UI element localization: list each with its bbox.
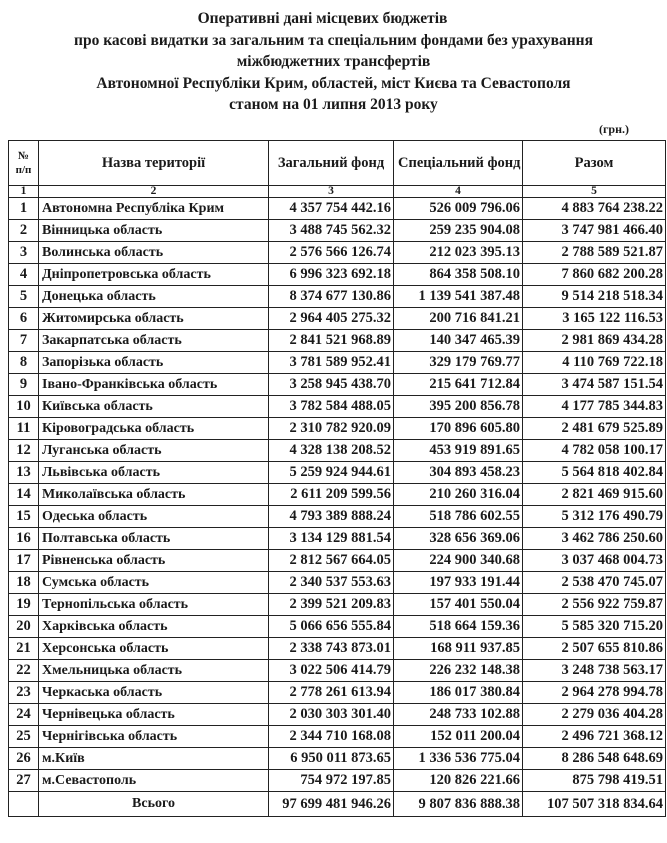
row-number: 15: [9, 506, 39, 528]
row-number: 17: [9, 550, 39, 572]
table-row: [9, 462, 666, 484]
row-number: 13: [9, 462, 39, 484]
table-row: [9, 440, 666, 462]
total-value: 9 514 218 518.34: [523, 286, 666, 308]
row-number: 7: [9, 330, 39, 352]
territory-name: Черкаська область: [39, 682, 269, 704]
territory-name: Волинська область: [39, 242, 269, 264]
currency-unit: (грн.): [598, 122, 629, 136]
row-number: 16: [9, 528, 39, 550]
total-value: 2 496 721 368.12: [523, 726, 666, 748]
territory-name: Одеська область: [39, 506, 269, 528]
total-value: 2 538 470 745.07: [523, 572, 666, 594]
header-special-fund: Спеціальний фонд: [394, 141, 523, 186]
general-fund-value: 3 022 506 414.79: [269, 660, 394, 682]
general-fund-value: 5 066 656 555.84: [269, 616, 394, 638]
general-fund-value: 754 972 197.85: [269, 770, 394, 792]
header-number-sign: №: [17, 150, 30, 162]
general-fund-value: 3 258 945 438.70: [269, 374, 394, 396]
total-sum: 107 507 318 834.64: [523, 792, 666, 817]
table-row: [9, 506, 666, 528]
row-number: 12: [9, 440, 39, 462]
territory-name: Полтавська область: [39, 528, 269, 550]
general-fund-value: 8 374 677 130.86: [269, 286, 394, 308]
territory-name: Донецька область: [39, 286, 269, 308]
special-fund-value: 518 786 602.55: [394, 506, 523, 528]
general-fund-value: 4 793 389 888.24: [269, 506, 394, 528]
territory-name: Дніпропетровська область: [39, 264, 269, 286]
territory-name: Миколаївська область: [39, 484, 269, 506]
special-fund-value: 157 401 550.04: [394, 594, 523, 616]
territory-name: Сумська область: [39, 572, 269, 594]
header-general-fund: Загальний фонд: [269, 141, 394, 186]
total-label: Всього: [39, 792, 269, 817]
general-fund-value: 2 030 303 301.40: [269, 704, 394, 726]
column-index: 2: [39, 186, 269, 198]
table-row: [9, 594, 666, 616]
row-number: 14: [9, 484, 39, 506]
general-fund-value: 4 357 754 442.16: [269, 198, 394, 220]
header-total: Разом: [523, 141, 666, 186]
special-fund-value: 140 347 465.39: [394, 330, 523, 352]
general-fund-value: 2 344 710 168.08: [269, 726, 394, 748]
territory-name: Харківська область: [39, 616, 269, 638]
special-fund-value: 259 235 904.08: [394, 220, 523, 242]
general-fund-value: 2 812 567 664.05: [269, 550, 394, 572]
total-row: [9, 792, 666, 817]
table-row: [9, 264, 666, 286]
territory-name: Луганська область: [39, 440, 269, 462]
general-fund-value: 4 328 138 208.52: [269, 440, 394, 462]
total-general-fund: 97 699 481 946.26: [269, 792, 394, 817]
row-number: 18: [9, 572, 39, 594]
title-line-2: про касові видатки за загальним та спеціальним фондами без урахування: [74, 31, 593, 49]
territory-name: Хмельницька область: [39, 660, 269, 682]
title-line-4: Автономної Республіки Крим, областей, міст Києва та Севастополя: [96, 74, 571, 92]
table-row: [9, 330, 666, 352]
territory-name: Рівненська область: [39, 550, 269, 572]
table-row: [9, 484, 666, 506]
row-number: 2: [9, 220, 39, 242]
table-row: [9, 308, 666, 330]
total-value: 5 585 320 715.20: [523, 616, 666, 638]
total-value: 8 286 548 648.69: [523, 748, 666, 770]
general-fund-value: 6 996 323 692.18: [269, 264, 394, 286]
special-fund-value: 224 900 340.68: [394, 550, 523, 572]
territory-name: Чернівецька область: [39, 704, 269, 726]
special-fund-value: 453 919 891.65: [394, 440, 523, 462]
general-fund-value: 3 782 584 488.05: [269, 396, 394, 418]
special-fund-value: 1 336 536 775.04: [394, 748, 523, 770]
general-fund-value: 6 950 011 873.65: [269, 748, 394, 770]
column-index-row: [9, 186, 666, 198]
special-fund-value: 518 664 159.36: [394, 616, 523, 638]
title-line-1: Оперативні дані місцевих бюджетів: [197, 10, 448, 27]
general-fund-value: 2 310 782 920.09: [269, 418, 394, 440]
general-fund-value: 2 611 209 599.56: [269, 484, 394, 506]
table-row: [9, 572, 666, 594]
territory-name: Чернігівська область: [39, 726, 269, 748]
total-value: 4 883 764 238.22: [523, 198, 666, 220]
table-row: [9, 550, 666, 572]
row-number: 23: [9, 682, 39, 704]
row-number: 26: [9, 748, 39, 770]
special-fund-value: 197 933 191.44: [394, 572, 523, 594]
budget-table: [8, 140, 666, 817]
total-value: 2 507 655 810.86: [523, 638, 666, 660]
table-row: [9, 770, 666, 792]
column-index: 1: [9, 186, 39, 198]
total-value: 3 747 981 466.40: [523, 220, 666, 242]
general-fund-value: 2 964 405 275.32: [269, 308, 394, 330]
table-row: [9, 660, 666, 682]
special-fund-value: 186 017 380.84: [394, 682, 523, 704]
column-index: 4: [394, 186, 523, 198]
territory-name: Вінницька область: [39, 220, 269, 242]
total-value: 4 782 058 100.17: [523, 440, 666, 462]
territory-name: Кіровоградська область: [39, 418, 269, 440]
general-fund-value: 3 488 745 562.32: [269, 220, 394, 242]
special-fund-value: 226 232 148.38: [394, 660, 523, 682]
total-value: 875 798 419.51: [523, 770, 666, 792]
row-number: 24: [9, 704, 39, 726]
total-value: 2 964 278 994.78: [523, 682, 666, 704]
special-fund-value: 215 641 712.84: [394, 374, 523, 396]
title-line-3: міжбюджетних трансфертів: [236, 53, 431, 70]
total-value: 4 177 785 344.83: [523, 396, 666, 418]
table-row: [9, 704, 666, 726]
total-value: 7 860 682 200.28: [523, 264, 666, 286]
table-row: [9, 396, 666, 418]
table-body: [9, 198, 666, 792]
row-number: 10: [9, 396, 39, 418]
general-fund-value: 5 259 924 944.61: [269, 462, 394, 484]
row-number: 8: [9, 352, 39, 374]
special-fund-value: 248 733 102.88: [394, 704, 523, 726]
total-value: 2 556 922 759.87: [523, 594, 666, 616]
general-fund-value: 2 338 743 873.01: [269, 638, 394, 660]
table-row: [9, 528, 666, 550]
table-row: [9, 418, 666, 440]
total-value: 2 821 469 915.60: [523, 484, 666, 506]
special-fund-value: 304 893 458.23: [394, 462, 523, 484]
territory-name: Івано-Франківська область: [39, 374, 269, 396]
total-value: 5 312 176 490.79: [523, 506, 666, 528]
territory-name: Тернопільська область: [39, 594, 269, 616]
table-row: [9, 374, 666, 396]
general-fund-value: 2 576 566 126.74: [269, 242, 394, 264]
general-fund-value: 2 399 521 209.83: [269, 594, 394, 616]
table-row: [9, 220, 666, 242]
row-number: 5: [9, 286, 39, 308]
total-number-cell: [9, 792, 39, 817]
table-row: [9, 682, 666, 704]
table-row: [9, 726, 666, 748]
table-row: [9, 616, 666, 638]
territory-name: Київська область: [39, 396, 269, 418]
row-number: 27: [9, 770, 39, 792]
general-fund-value: 2 340 537 553.63: [269, 572, 394, 594]
table-row: [9, 638, 666, 660]
general-fund-value: 3 781 589 952.41: [269, 352, 394, 374]
column-index: 3: [269, 186, 394, 198]
territory-name: Запорізька область: [39, 352, 269, 374]
row-number: 19: [9, 594, 39, 616]
general-fund-value: 2 778 261 613.94: [269, 682, 394, 704]
table-row: [9, 748, 666, 770]
column-index: 5: [523, 186, 666, 198]
row-number: 3: [9, 242, 39, 264]
title-line-5: станом на 01 липня 2013 року: [229, 96, 438, 113]
row-number: 21: [9, 638, 39, 660]
territory-name: Житомирська область: [39, 308, 269, 330]
territory-name: м.Севастополь: [39, 770, 269, 792]
table-row: [9, 352, 666, 374]
header-number-pp: п/п: [15, 164, 32, 176]
special-fund-value: 1 139 541 387.48: [394, 286, 523, 308]
total-value: 3 462 786 250.60: [523, 528, 666, 550]
header-number: [9, 141, 39, 186]
row-number: 22: [9, 660, 39, 682]
territory-name: Закарпатська область: [39, 330, 269, 352]
total-value: 3 474 587 151.54: [523, 374, 666, 396]
row-number: 6: [9, 308, 39, 330]
general-fund-value: 3 134 129 881.54: [269, 528, 394, 550]
general-fund-value: 2 841 521 968.89: [269, 330, 394, 352]
total-value: 3 248 738 563.17: [523, 660, 666, 682]
header-row: [9, 141, 666, 186]
total-value: 5 564 818 402.84: [523, 462, 666, 484]
total-value: 4 110 769 722.18: [523, 352, 666, 374]
row-number: 11: [9, 418, 39, 440]
row-number: 4: [9, 264, 39, 286]
territory-name: Львівська область: [39, 462, 269, 484]
total-value: 3 165 122 116.53: [523, 308, 666, 330]
special-fund-value: 168 911 937.85: [394, 638, 523, 660]
special-fund-value: 120 826 221.66: [394, 770, 523, 792]
row-number: 25: [9, 726, 39, 748]
territory-name: м.Київ: [39, 748, 269, 770]
total-value: 2 981 869 434.28: [523, 330, 666, 352]
special-fund-value: 210 260 316.04: [394, 484, 523, 506]
table-row: [9, 242, 666, 264]
special-fund-value: 329 179 769.77: [394, 352, 523, 374]
special-fund-value: 152 011 200.04: [394, 726, 523, 748]
territory-name: Херсонська область: [39, 638, 269, 660]
territory-name: Автономна Республіка Крим: [39, 198, 269, 220]
special-fund-value: 212 023 395.13: [394, 242, 523, 264]
table-row: [9, 286, 666, 308]
total-value: 3 037 468 004.73: [523, 550, 666, 572]
total-value: 2 788 589 521.87: [523, 242, 666, 264]
special-fund-value: 864 358 508.10: [394, 264, 523, 286]
row-number: 9: [9, 374, 39, 396]
document-title: [0, 8, 667, 116]
total-value: 2 481 679 525.89: [523, 418, 666, 440]
row-number: 20: [9, 616, 39, 638]
total-special-fund: 9 807 836 888.38: [394, 792, 523, 817]
row-number: 1: [9, 198, 39, 220]
special-fund-value: 395 200 856.78: [394, 396, 523, 418]
special-fund-value: 170 896 605.80: [394, 418, 523, 440]
special-fund-value: 328 656 369.06: [394, 528, 523, 550]
special-fund-value: 200 716 841.21: [394, 308, 523, 330]
total-value: 2 279 036 404.28: [523, 704, 666, 726]
special-fund-value: 526 009 796.06: [394, 198, 523, 220]
table-row: [9, 198, 666, 220]
header-territory: Назва території: [39, 141, 269, 186]
